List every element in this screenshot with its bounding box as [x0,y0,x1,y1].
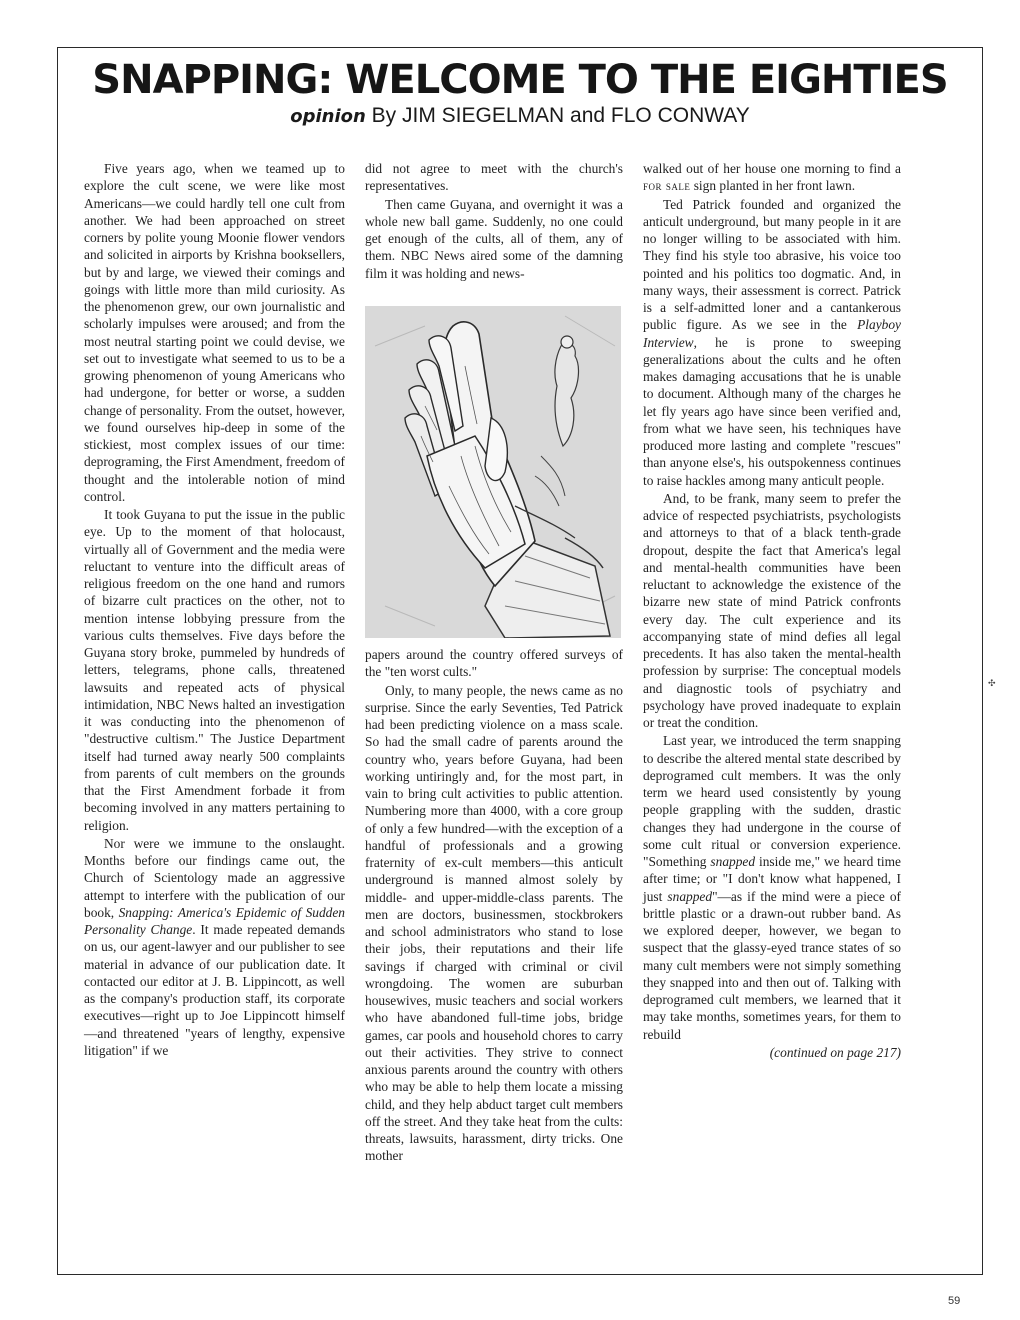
for-sale-sign-text: for sale [643,178,691,194]
paragraph: Only, to many people, the news came as no surprise. Since the early Seventies, Ted Patrick had been predicting violence on a mass scale. So had the small cadre of parents around the country who, years before Guyana, had been working untiringly and, for the most part, in vain to bring cult activities to public attention. Numbering more than 4000, with a core group of only a few hundred—with the exception of a handful of professionals and a growing fraternity of ex-cult members—this anticult underground is manned almost solely by middle- and upper-middle-class parents. The men are doctors, businessmen, stockbrokers and school administrators who stand to lose their jobs, their reputations and their life savings if charged with criminal or civil wrongdoing. The women are suburban housewives, music teachers and social workers who have abandoned full-time jobs, bridge games, car pools and household chores to carry out their activities. They strive to connect anxious parents around the country with others who may be able to help them locate a missing child, and they help abduct target cult members off the street. And they take heat from the cults: threats, lawsuits, harassment, dirty tricks. One mother [365,682,623,1164]
text-run: walked out of her house one morning to find a [643,161,901,176]
section-kicker: opinion [290,106,366,127]
paragraph [643,732,901,1043]
text-run: sign planted in her front lawn. [690,178,856,194]
book-title: Snapping: America's Epidemic of Sudden Personality Change [84,904,345,937]
paragraph: papers around the country offered surveys of the "ten worst cults." [365,647,623,680]
column-1 [84,160,345,1260]
text-run: . It made repeated demands on us, our agent-lawyer and our publisher to see material in advance of our publication date. It contacted our editor at J. B. Lippincott, as well as the company's production staff, its corporate executives—right up to Joe Lippincott himself—and threatened "years of lengthy, expensive litigation" if we [84,922,345,1058]
continued-on-page-note: (continued on page 217) [769,1044,901,1060]
text-run: , he is prone to sweeping generalizations about the cults and he often makes damaging accusations that he is unable to document. Although many of the charges he let fly years ago have since been verified and, from what we have seen, his techniques have produced more lasting and complete "rescues" than anyone else's, his outspokenness continues to raise hackles among many anticult people. [643,334,901,488]
paragraph: Then came Guyana, and overnight it was a whole new ball game. Suddenly, no one could get enough of the cults, all of them, any of them. NBC News aired some of the damning film it was holding and news- [365,196,623,281]
text-run: Nor were we immune to the onslaught. Months before our findings came out, the Church of Scientology made an aggressive attempt to interfere with the publication of our book, [84,835,345,920]
page-number: 59 [948,1295,961,1307]
text-run: Last year, we introduced the term snapping to describe the altered mental state described by deprogramed cult members. It was the only term we heard used consistently by young people grappling with the sudden, drastic changes they had undergone in the course of some cult ritual or conversion experience. "Something [643,733,901,869]
column-2-top [365,160,623,283]
text-run: "—as if the mind were a piece of brittle plastic or a drawn-out rubber band. As we explored deeper, however, we began to suspect that the glassy-eyed trance states of so many cult members were not simply something they snapped into and then out of. Talking with deprogramed cult members, we learned that it may take months, sometimes years, for them to rebuild [643,888,901,1042]
article-headline: SNAPPING: WELCOME TO THE EIGHTIES [92,57,948,103]
paragraph: It took Guyana to put the issue in the public eye. Up to the moment of that holocaust, virtually all of Government and the media were reluctant to venture into the difficult areas of religious freedom on the one hand and rumors of bizarre cult practices on the other, not to mention intense lobbying pressure from the various cults themselves. Five days before the Guyana story broke, pummeled by hundreds of letters, telegrams, phone calls, threatened lawsuits and repeated acts of physical intimidation, NBC News halted an investigation it was conducting into the phenomenon of "destructive cultism." The Justice Department itself had turned away nearly 500 complaints from parents of cult members on the grounds that the First Amendment forbade it from becoming involved in any matters pertaining to religion. [84,507,345,833]
column-3 [643,160,901,1260]
paragraph [643,160,901,195]
paragraph [84,835,345,1059]
paragraph: did not agree to meet with the church's representatives. [365,161,623,194]
paragraph: Five years ago, when we teamed up to explore the cult scene, we were like most Americans—we could hardly tell one cult from another. We had been approached on street corners by polite young Moonie flower vendors and solicited in airports by Krishna booksellers, but by and large, we viewed their comings and goings with little more than mild curiosity. As the phenomenon grew, our own journalistic and scholarly impulses were aroused; and from the most neutral starting point we could devise, we set out to investigate what seemed to us to be a growing phenomenon of young Americans who had undergone, for better or worse, a sudden change of personality. From the outset, however, we found ourselves hip-deep in some of the stickiest, most complex issues of our time: deprograming, the First Amendment, freedom of thought and the intolerable notion of mind control. [84,161,345,504]
paragraph: And, to be frank, many seem to prefer the advice of respected psychiatrists, psychologists and attorneys to that of a black tenth-grade dropout, despite the fact that America's legal and mental-health communities have been reluctant to acknowledge the existence of the bizarre new state of mind Patrick confronts every day. The cult experience and its accompanying state of mind defies all legal precedents. It has also taken the mental-health profession by surprise: The conceptual models and diagnostic tools of psychiatry and psychology have proved inadequate to explain or treat the condition. [643,490,901,730]
authors: By JIM SIEGELMAN and FLO CONWAY [365,104,750,127]
text-run: inside me," we heard time after time; or "I don't know what happened, I just [643,854,901,904]
praying-hands-drawing [365,306,621,638]
magazine-feature-title: Playboy Interview [643,317,901,350]
column-2-bottom [365,646,623,1166]
emphasis: snapped [710,854,756,869]
praying-hands-illustration [365,306,621,638]
emphasis: snapped [667,888,713,904]
text-run: Ted Patrick founded and organized the anticult underground, but many people in it are no longer willing to be associated with him. They find his style too abrasive, his voice too pointed and his politics too dogmatic. And, in many ways, their assessment is correct. Patrick is a self-admitted loner and a cantankerous public figure. As we see in the [643,196,901,333]
paragraph [643,196,901,489]
byline [57,102,983,131]
print-speck: ✣ [988,678,996,688]
